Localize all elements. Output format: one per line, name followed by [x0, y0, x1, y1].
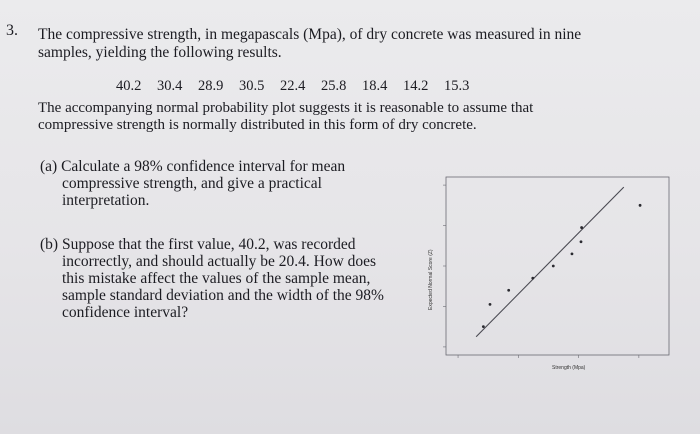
- question-number: 3.: [6, 22, 18, 39]
- data-point: [507, 289, 510, 292]
- data-point: [552, 265, 555, 268]
- plot-frame: [446, 177, 669, 355]
- plot-points: [482, 204, 642, 328]
- part-b-line-1: (b) Suppose that the first value, 40.2, was recorded: [40, 236, 356, 253]
- part-b-line-4: sample standard deviation and the width of the 98%: [62, 287, 384, 304]
- normal-probability-plot: [425, 165, 690, 383]
- part-a-line-2: compressive strength, and give a practical: [62, 175, 322, 192]
- plot-xlabel: Strength (Mpa): [552, 365, 586, 371]
- accompanying-text-line-1: The accompanying normal probability plot suggests it is reasonable to assume that: [38, 100, 534, 116]
- part-b-line-3: this mistake affect the values of the sample mean,: [62, 270, 371, 287]
- part-a-line-1: (a) Calculate a 98% confidence interval for mean: [40, 158, 346, 175]
- plot-ylabel: Expected Normal Score (Z): [428, 249, 434, 310]
- reference-line: [476, 187, 624, 337]
- data-values: 40.2 30.4 28.9 30.5 22.4 25.8 18.4 14.2 15.3: [116, 78, 470, 94]
- part-b-line-5: confidence interval?: [62, 304, 189, 321]
- data-point: [571, 252, 574, 255]
- intro-line-2: samples, yielding the following results.: [38, 44, 282, 61]
- data-point: [580, 240, 583, 243]
- intro-line-1: The compressive strength, in megapascals (Mpa), of dry concrete was measured in nine: [38, 26, 582, 43]
- part-b-line-2: incorrectly, and should actually be 20.4. How does: [62, 253, 377, 270]
- data-point: [580, 226, 583, 229]
- data-point: [489, 303, 492, 306]
- part-a-line-3: interpretation.: [62, 192, 150, 209]
- data-point: [482, 325, 485, 328]
- data-point: [531, 277, 534, 280]
- accompanying-text-line-2: compressive strength is normally distributed in this form of dry concrete.: [38, 117, 477, 133]
- data-point: [639, 204, 642, 207]
